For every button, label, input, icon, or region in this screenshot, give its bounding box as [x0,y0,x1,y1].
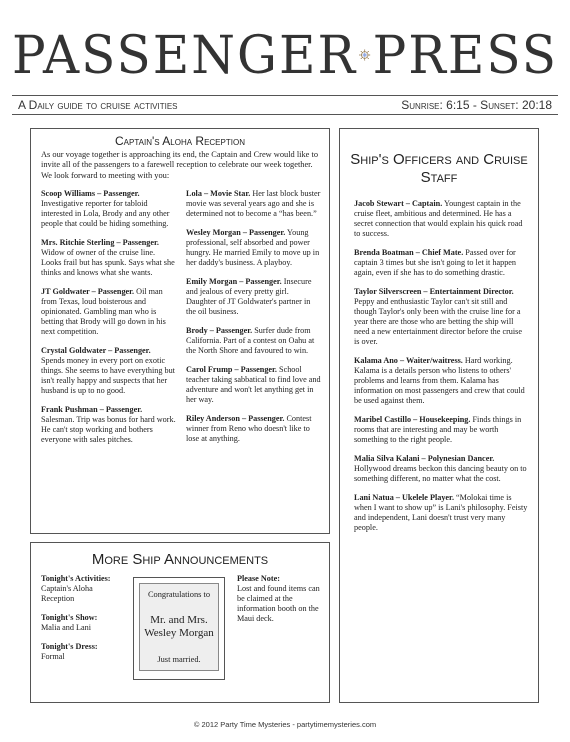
aloha-title: Captain's Aloha Reception [115,134,245,148]
congrats-heading: Congratulations to [147,590,211,599]
officer-entry: Jacob Stewart – Captain. Youngest captain in the cruise fleet, ambitious and determined. He has a secret connection that would explain his quick road to success. [354,199,523,238]
tonight-column [41,574,127,680]
tonight-show: Tonight's Show: Malia and Lani [41,613,98,632]
officers-section [339,128,539,703]
aloha-intro: As our voyage together is approaching its end, the Captain and Crew would like to invite all of the passengers to a farewell reception to celebrate our week together. We look forward to meeting with you: [41,150,319,180]
congrats-note: Just married. [157,655,201,664]
masthead [12,20,558,90]
officer-entry: Lani Natua – Ukelele Player. “Molokai time is when I want to show up” is Lani's philosophy. Feisty and independent, Lani doesn't trust very many people. [354,493,528,532]
tonight-dress: Tonight's Dress: Formal [41,642,98,661]
character-entry: Mrs. Ritchie Sterling – Passenger. Widow of owner of the cruise line. Looks frail but has spunk. Says what she thinks and knows what she wants. [41,237,175,277]
aloha-left-column [41,189,176,454]
ship-wheel-icon [359,18,370,92]
officer-entry: Maribel Castillo – Housekeeping. Finds things in rooms that are interesting and may be worth something to the right people. [354,415,522,444]
character-entry: Riley Anderson – Passenger. Contest winner from Reno who doesn't like to lose at anything. [186,413,312,443]
character-entry: Wesley Morgan – Passenger. Young professional, self absorbed and power hungry. He married Emily to move up in her daddy's business. A playboy. [186,227,320,267]
officers-title: Ship's Officers and Cruise Staff [350,151,528,186]
congrats-names: Mr. and Mrs. Wesley Morgan [144,613,214,639]
please-note: Please Note: Lost and found items can be claimed at the information booth on the Maui deck. [236,574,320,623]
character-entry: Crystal Goldwater – Passenger. Spends money in every port on exotic things. She seems to have everything but isn't really happy and suspects that her husband is up to no good. [41,345,175,395]
tonight-activities: Tonight's Activities: Captain's Aloha Reception [41,574,111,603]
congratulations-box [133,577,225,680]
character-entry: Emily Morgan – Passenger. Insecure and jealous of every pretty girl. Daughter of JT Goldwater's partner in the oil business. [186,276,312,316]
officer-entry: Malia Silva Kalani – Polynesian Dancer. Hollywood dreams beckon this dancing beauty on to something different, no matter what the cost. [354,454,527,483]
announcements-section [30,542,330,703]
character-entry: Lola – Movie Star. Her last block buster movie was several years ago and she is determined not to become a “has been.” [186,188,321,218]
officer-entry: Brenda Boatman – Chief Mate. Passed over for captain 3 times but she isn't going to let it happen again, even if she has to do something drastic. [354,248,517,277]
officer-entry: Taylor Silverscreen – Entertainment Director. Peppy and enthusiastic Taylor can't sit still and though Taylor's only been with the cruise line for a year there are those who are betting the ship will need a new entertainment director before the cruise is over. [354,287,522,346]
character-entry: Carol Frump – Passenger. School teacher taking sabbatical to find love and adventure and won't let anything get in her way. [186,364,321,404]
please-note-column [231,574,323,680]
character-entry: JT Goldwater – Passenger. Oil man from Texas, loud boisterous and opinionated. Gambling man who is betting that Brody will go down in his next competition. [41,286,166,336]
announcements-title: More Ship Announcements [91,551,269,568]
sun-times: Sunrise: 6:15 - Sunset: 20:18 [401,98,552,112]
aloha-right-column [186,189,321,454]
tagline: A Daily guide to cruise activities [18,98,178,112]
footer-copyright: © 2012 Party Time Mysteries - partytimemysteries.com [193,720,377,729]
character-entry: Frank Pushman – Passenger. Salesman. Trip was bonus for hard work. He can't stop working and bothers everyone with sales pitches. [41,404,176,444]
officer-entry: Kalama Ano – Waiter/waitress. Hard working. Kalama is a details person who listens to others' problems and learns from them. Kalama has information on most passengers and crew that could be used against them. [354,356,525,405]
masthead-title-left: PASSENGER [12,24,358,86]
character-entry: Brody – Passenger. Surfer dude from California. Part of a contest on Oahu at the North Shore and favoured to win. [186,325,315,355]
character-entry: Scoop Williams – Passenger. Investigative reporter for tabloid interested in Lola, Brody and any other people that could be hiding something. [41,188,170,228]
masthead-title-right: PRESS [372,24,558,86]
header-bar [12,95,558,115]
aloha-reception-section [30,128,330,534]
